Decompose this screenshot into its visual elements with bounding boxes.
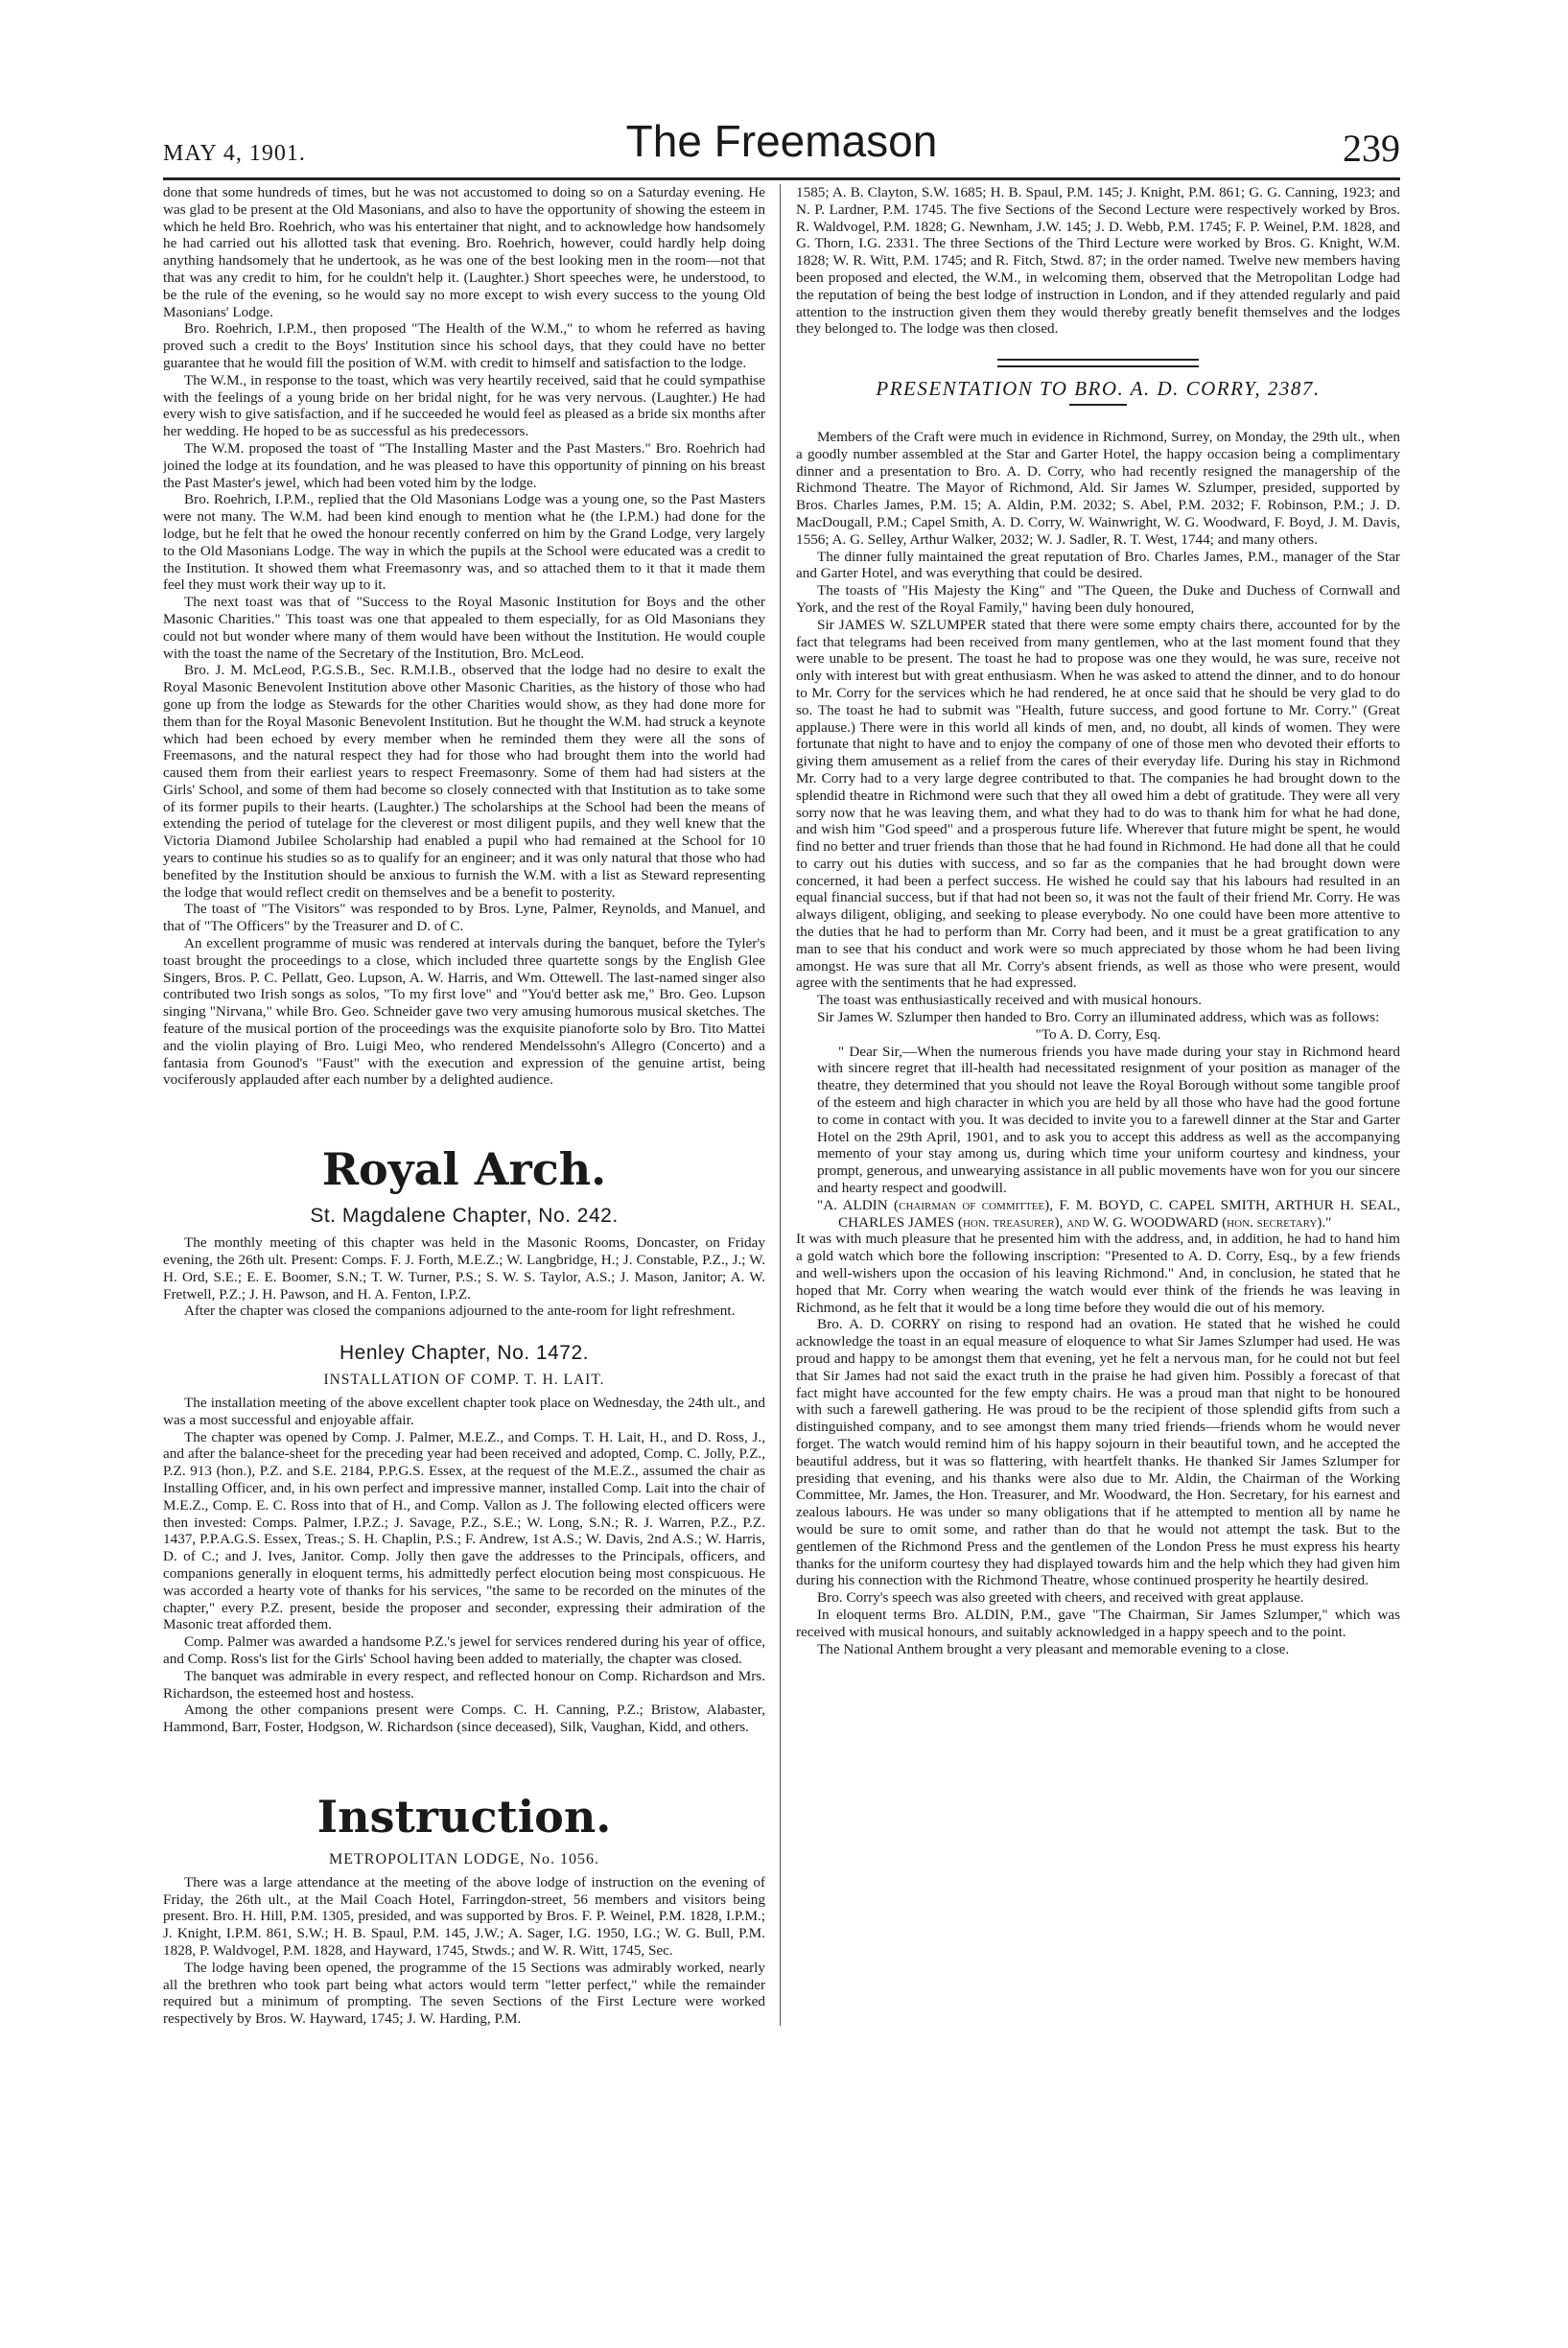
- section-heading-instruction: Instruction.: [316, 1790, 612, 1843]
- article-paragraph: Bro. Corry's speech was also greeted with cheers, and received with great applause.: [817, 1589, 1304, 1607]
- heading-rule: [1069, 404, 1127, 406]
- issue-date: MAY 4, 1901.: [163, 141, 306, 166]
- article-paragraph: The National Anthem brought a very pleasant and memorable evening to a close.: [817, 1640, 1290, 1657]
- article-paragraph: The next toast was that of "Success to the Royal Masonic Institution for Boys and the other Masonic Charities." This toast was one that appealed to them especially, for as Old Masonians they could not but wonder where many of them would have been without the Institution. He would couple with the toast the name of the Secretary of the Institution, Bro. McLeod.: [163, 594, 765, 662]
- article-paragraph: The toast was enthusiastically received and with musical honours.: [817, 992, 1203, 1009]
- article-paragraph: An excellent programme of music was rendered at intervals during the banquet, before the Tyler's toast brought the proceedings to a close, which included three quartette songs by the English Glee Singers, Bros. P. C. Pellatt, Geo. Lupson, A. W. Harris, and Wm. Ottewell. The last-named singer also contributed two Irish songs as solos, "To my first love" and "You'd better ask me," Bro. Geo. Lupson singing "Nirvana," while Bro. Geo. Schneider gave two very amusing humorous musical sketches. The feature of the musical portion of the proceedings was the exquisite pianoforte solo by Bro. Tito Mattei and the violin playing of Bro. Luigi Meo, who rendered Mendelssohn's Allegro (Concerto) and a fantasia from Gounod's "Faust" with the execution and expression of the genuine artist, being vociferously applauded after each number by a delighted audience.: [163, 935, 765, 1089]
- article-paragraph: Sir James W. Szlumper then handed to Bro. Corry an illuminated address, which was as follows:: [817, 1009, 1380, 1026]
- article-paragraph: After the chapter was closed the companions adjourned to the ante-room for light refreshment.: [184, 1303, 736, 1320]
- article-paragraph: There was a large attendance at the meeting of the above lodge of instruction on the evening of Friday, the 26th ult., at the Mail Coach Hotel, Farringdon-street, 56 members and visitors being present. Bro. H. Hill, P.M. 1305, presided, and was supported by Bros. F. P. Weinel, P.M. 1828, I.P.M.; J. Knight, I.P.M. 861, S.W.; H. B. Spaul, P.M. 145, J.W.; A. Sager, I.G. 1950, I.G.; W. G. Bull, P.M. 1828, P. Waldvogel, P.M. 1828, and Hayward, 1745, Stwds.; and W. R. Witt, 1745, Sec.: [163, 1873, 765, 1959]
- article-paragraph: Members of the Craft were much in evidence in Richmond, Surrey, on Monday, the 29th ult., when a goodly number assembled at the Star and Garter Hotel, the happy occasion being a complimentary dinner and a presentation to Bro. A. D. Corry, who had recently resigned the managership of the Richmond Theatre. The Mayor of Richmond, Ald. Sir James W. Szlumper, presided, supported by Bros. Charles James, P.M. 15; A. Aldin, P.M. 2032; S. Abel, P.M. 2032; F. Robinson, P.M.; J. D. MacDougall, P.M.; Capel Smith, A. D. Corry, W. Wainwright, W. G. Woodward, F. Boyd, J. M. Davis, 1556; A. G. Selley, Arthur Walker, 2032; W. J. Sadler, R. T. West, 1744; and many others.: [796, 428, 1400, 548]
- article-paragraph: The banquet was admirable in every respect, and reflected honour on Comp. Richardson and Mrs. Richardson, the esteemed host and hostess.: [163, 1667, 765, 1702]
- article-paragraph: The lodge having been opened, the programme of the 15 Sections was admirably worked, nearly all the brethren who took part being what actors would term "letter perfect," while the remainder required but a minimum of prompting. The seven Sections of the First Lecture were worked respectively by Bros. W. Hayward, 1745; J. W. Harding, P.M.: [163, 1959, 765, 2028]
- article-paragraph: Bro. Roehrich, I.P.M., replied that the Old Masonians Lodge was a young one, so the Past Masters were not many. The W.M. had been kind enough to mention what he (the I.P.M.) had done for the lodge, but he felt that he owed the honour recently conferred on him by the Grand Lodge, very largely to the Old Masonians Lodge. The way in which the pupils at the School were educated was a credit to the Institution. It showed them what Freemasonry was, and so attached them to it that it made them feel they must work their way up to it.: [163, 491, 765, 594]
- left-column: [163, 184, 765, 2256]
- article-paragraph: The chapter was opened by Comp. J. Palmer, M.E.Z., and Comps. T. H. Lait, H., and D. Ross, J., and after the balance-sheet for the preceding year had been received and adopted, Comp. C. Jolly, P.Z., P.Z. 913 (hon.), P.Z. and S.E. 2184, P.P.G.S. Essex, at the request of the M.E.Z., assumed the chair as Installing Officer, and, in his own perfect and impressive manner, installed Comp. Lait into the chair of M.E.Z., Comp. E. C. Ross into that of H., and Comp. Vallon as J. The following elected officers were then invested: Comps. Palmer, I.P.Z.; J. Savage, P.Z., S.E.; W. Long, S.N.; R. J. Warren, P.Z., P.Z. 1437, P.P.A.G.S. Essex, Treas.; S. H. Chaplin, P.S.; F. Andrew, 1st A.S.; W. Davis, 2nd A.S.; W. Harris, D. of C.; and J. Ives, Janitor. Comp. Jolly then gave the addresses to the Principals, officers, and companions generally in eloquent terms, his admittedly perfect elocution being most conspicuous. He was accorded a hearty vote of thanks for his services, "the same to be recorded on the minutes of the chapter," every P.Z. present, beside the proposer and seconder, expressing their admiration of the Masonic treat afforded them.: [163, 1428, 765, 1633]
- article-paragraph: Sir JAMES W. SZLUMPER stated that there were some empty chairs there, accounted for by the fact that telegrams had been received from many gentlemen, who at the last moment found that they were unable to be present. The toast he had to propose was one they would, he was sure, receive not only with interest but with great enthusiasm. When he was asked to attend the dinner, and to do honour to Mr. Corry for the services which he had rendered, he at once said that he should be very glad to do so. The toast he had to submit was "Health, future success, and good fortune to Mr. Corry." (Great applause.) There were in this world all kinds of men, and, no doubt, all kinds of women. They were fortunate that night to have and to enjoy the company of one of those men who devoted their efforts to giving them amusement as a relief from the cares of their everyday life. During his stay in Richmond Mr. Corry had to a very large degree contributed to that. The companies he had brought down to the splendid theatre in Richmond were such that they all owed him a debt of gratitude. They were all very sorry now that he was leaving them, and what they had to do was to thank him for what he had done, and wish him "God speed" and a prosperous future life. Wherever that future might be spent, he would find no better and truer friends than those that he had found in Richmond. He had done all that he could to carry out his duties with success, and so far as the companies that he had brought down were concerned, it had been a perfect success. He wished he could say that his labours had resulted in an equal financial success, but if that had not been so, it was not the fault of their friend Mr. Corry. He was always diligent, obliging, and seeking to please everybody. No one could have been more attentive to the duties that he had to perform than Mr. Corry had been, and it must be a great gratification to any man to see that his conduct and work were so much appreciated by those whom he had been living amongst. He was sure that all Mr. Corry's absent friends, as well as those who were present, would agree with the sentiments that he had expressed.: [796, 616, 1400, 992]
- address-signatories: "A. ALDIN (chairman of committee), F. M. BOYD, C. CAPEL SMITH, ARTHUR H. SEAL, CHARLES JAMES (hon. treasurer), and W. G. WOODWARD (hon. secretary).": [817, 1196, 1400, 1231]
- article-paragraph: done that some hundreds of times, but he was not accustomed to doing so on a Saturday evening. He was glad to be present at the Old Masonians, and also to have the opportunity of showing the esteem in which he held Bro. Roehrich, who was his entertainer that night, and to acknowledge how handsomely he had carried out his allotted task that evening. Bro. Roehrich, however, could hardly help doing anything handsomely that he undertook, as he was one of the best looking men in the room—not that that was any credit to him, for he couldn't help it. (Laughter.) Short speeches were, he understood, to be the rule of the evening, so he would say no more except to wish every success to the young Old Masonians' Lodge.: [163, 184, 765, 320]
- lodge-title: METROPOLITAN LODGE, No. 1056.: [329, 1850, 599, 1867]
- article-paragraph: Among the other companions present were Comps. C. H. Canning, P.Z.; Bristow, Alabaster, Hammond, Barr, Foster, Hodgson, W. Richardson (since deceased), Silk, Vaughan, Kidd, and others.: [163, 1702, 765, 1736]
- masthead: [163, 115, 1400, 173]
- address-salutation: "To A. D. Corry, Esq.: [1035, 1025, 1161, 1043]
- chapter-title: Henley Chapter, No. 1472.: [339, 1342, 589, 1365]
- column-divider: [780, 184, 781, 2026]
- newspaper-title: The Freemason: [625, 116, 938, 166]
- article-paragraph: The W.M., in response to the toast, which was very heartily received, said that he could sympathise with the feelings of a young bride on her bridal night, for he was very nervous. (Laughter.) He had every wish to give satisfaction, and if he succeeded he would feel as pleased as a bride six months after her wedding. He hoped to be as successful as his predecessors.: [163, 371, 765, 440]
- article-paragraph: It was with much pleasure that he presented him with the address, and, in addition, he had to hand him a gold watch which bore the following inscription: "Presented to A. D. Corry, Esq., by a few friends and well-wishers upon the occasion of his leaving Richmond." And, in conclusion, he stated that he hoped that Mr. Corry when wearing the watch would ever think of the friends he was leaving in Richmond, as he felt that it would be a long time before they would die out of his memory.: [796, 1231, 1400, 1316]
- article-paragraph: Bro. J. M. McLeod, P.G.S.B., Sec. R.M.I.B., observed that the lodge had no desire to exalt the Royal Masonic Benevolent Institution above other Masonic Charities, as the history of those who had gone up from the lodge as Stewards for the other Charities would show, as they had done more for them than for the Royal Masonic Benevolent Institution. But he thought the W.M. had struck a keynote which had been echoed by every member when he reminded them they were all the sons of Freemasons, and the natural respect they had for those who had brought them into the world had caused them from their earliest years to respect Freemasonry. Some of them had had sisters at the Girls' School, and some of them had become so closely connected with that Institution as to take some of its former pupils to their hearts. (Laughter.) The scholarships at the School had been the means of extending the period of tutelage for the cleverest or most diligent pupils, and they well knew that the Victoria Diamond Jubilee Scholarship had enabled a pupil who had remained at the School for 10 years to continue his studies so as to qualify for an engineer; and it was only natural that those who had benefited by the Institution should be anxious to furnish the W.M. with a list as Steward representing the lodge that would reflect credit on themselves and be a benefit to posterity.: [163, 662, 765, 901]
- article-paragraph: The dinner fully maintained the great reputation of Bro. Charles James, P.M., manager of the Star and Garter Hotel, and was everything that could be desired.: [796, 548, 1400, 582]
- presentation-heading: PRESENTATION TO BRO. A. D. CORRY, 2387.: [876, 377, 1321, 401]
- article-paragraph: Comp. Palmer was awarded a handsome P.Z.'s jewel for services rendered during his year of office, and Comp. Ross's list for the Girls' School having been added to materially, the chapter was closed.: [163, 1633, 765, 1667]
- article-paragraph: The monthly meeting of this chapter was held in the Masonic Rooms, Doncaster, on Friday evening, the 26th ult. Present: Comps. F. J. Forth, M.E.Z.; W. Langbridge, H.; J. Constable, P.Z., J.; W. H. Ord, S.E.; E. E. Boomer, S.N.; T. W. Turner, P.S.; S. W. S. Taylor, A.S.; J. Mason, Janitor; A. W. Fretwell, P.Z.; J. H. Pawson, and H. A. Fenton, I.P.Z.: [163, 1234, 765, 1303]
- article-paragraph: Bro. A. D. CORRY on rising to respond had an ovation. He stated that he wished he could acknowledge the toast in an equal measure of eloquence to what Sir James Szlumper had used. He was proud and happy to be amongst them that evening, yet he felt a nervous man, for he could not but feel that Sir James had not said the exact truth in the praise he had given him. Possibly a forecast of that fact might have accounted for the few empty chairs. He was a proud man that night to be honoured with such a farewell gathering. He was proud to be the recipient of those splendid gifts from such a distinguished company, and to see amongst them many tried friends—friends whom he would never forget. The watch would remind him of his happy sojourn in their beautiful town, and he accepted the beautiful address, but it was so flattering, with heartfelt thanks. He thanked Sir James Szlumper for presiding that evening, and his thanks were also due to Mr. Aldin, the Chairman of the Working Committee, Mr. James, the Hon. Treasurer, and Mr. Woodward, the Hon. Secretary, for his earnest and zealous labours. He was under so many obligations that if he attempted to mention all by name he would be sure to omit some, and rather than do that he would not attempt the task. But to the gentlemen of the Richmond Press and the gentlemen of the London Press he must express his hearty thanks for the uniform courtesy they had displayed towards him and the help which they had given him during his connection with the Richmond Theatre, whose continued prosperity he heartily desired.: [796, 1316, 1400, 1589]
- chapter-title: St. Magdalene Chapter, No. 242.: [310, 1205, 619, 1228]
- article-paragraph: The toast of "The Visitors" was responded to by Bros. Lyne, Palmer, Reynolds, and Manuel, and that of "The Officers" by the Treasurer and D. of C.: [163, 901, 765, 935]
- chapter-subtitle: INSTALLATION OF COMP. T. H. LAIT.: [323, 1372, 605, 1389]
- section-heading-royal-arch: Royal Arch.: [321, 1143, 607, 1196]
- address-body: " Dear Sir,—When the numerous friends you have made during your stay in Richmond heard with sincere regret that ill-health had necessitated resignment of your position as manager of the theatre, they determined that you should not leave the Royal Borough without some tangible proof of the esteem and high character in which you are held by all those who have had the good fortune to come in contact with you. It was decided to invite you to a farewell dinner at the Star and Garter Hotel on the 29th April, 1901, and to ask you to accept this address as well as the accompanying memento of your stay among us, during which time your uniform courtesy and kindness, your prompt, generous, and unwearying assistance in all public movements have won for you our sincere and hearty respect and goodwill.: [817, 1043, 1400, 1197]
- section-separator: [997, 359, 1199, 367]
- article-paragraph: Bro. Roehrich, I.P.M., then proposed "The Health of the W.M.," to whom he referred as having proved such a credit to the Boys' Institution since his school days, that they could have no better guarantee that he would fill the position of W.M. with credit to himself and satisfaction to the lodge.: [163, 320, 765, 371]
- article-paragraph: In eloquent terms Bro. ALDIN, P.M., gave "The Chairman, Sir James Szlumper," which was received with musical honours, and suitably acknowledged in a happy speech and to the point.: [796, 1606, 1400, 1640]
- masthead-rule: [163, 177, 1400, 180]
- article-paragraph: The W.M. proposed the toast of "The Installing Master and the Past Masters." Bro. Roehrich had joined the lodge at its foundation, and he was pleased to have this opportunity of pinning on his breast the Past Master's jewel, which had been voted him by the lodge.: [163, 439, 765, 491]
- article-paragraph: 1585; A. B. Clayton, S.W. 1685; H. B. Spaul, P.M. 145; J. Knight, P.M. 861; G. G. Canning, 1923; and N. P. Lardner, P.M. 1745. The five Sections of the Second Lecture were respectively worked by Bros. R. Waldvogel, P.M. 1828; G. Newnham, J.W. 145; J. D. Webb, P.M. 1745; F. P. Weinel, P.M. 1828, and G. Thorn, I.G. 2331. The three Sections of the Third Lecture were worked by Bros. G. Knight, W.M. 1828; W. R. Witt, P.M. 1745; and R. Fitch, Stwd. 87; in the order named. Twelve new members having been proposed and elected, the W.M., in welcoming them, observed that the Metropolitan Lodge had the reputation of being the best lodge of instruction in London, and if they attended regularly and paid attention to the instruction given them they would thereby greatly benefit themselves and the lodges they belonged to. The lodge was then closed.: [796, 184, 1400, 338]
- article-paragraph: The toasts of "His Majesty the King" and "The Queen, the Duke and Duchess of Cornwall and York, and the rest of the Royal Family," having been duly honoured,: [796, 582, 1400, 616]
- page-number: 239: [1343, 127, 1400, 170]
- right-column: [796, 184, 1400, 2198]
- article-paragraph: The installation meeting of the above excellent chapter took place on Wednesday, the 24th ult., and was a most successful and enjoyable affair.: [163, 1395, 765, 1428]
